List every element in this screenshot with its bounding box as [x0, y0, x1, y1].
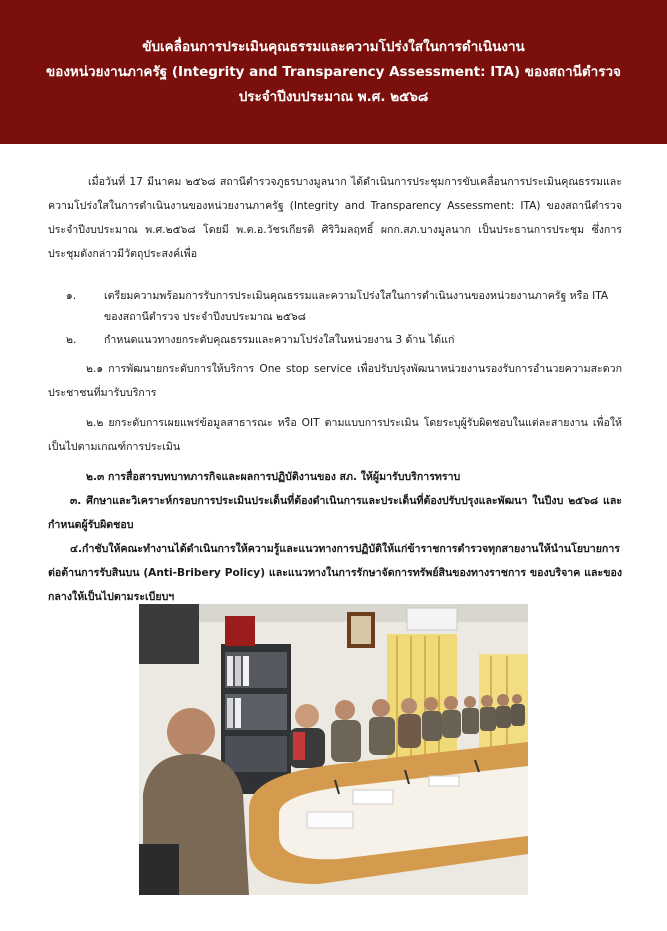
title-line-3: ประจำปีงบประมาณ พ.ศ. ๒๕๖๘: [238, 88, 429, 105]
meeting-room-illustration: [139, 604, 528, 895]
sub-item-2-2: ๒.๒ ยกระดับการเผยแพร่ข้อมูลสาธารณะ หรือ OIT ตามแบบการประเมิน โดยระบุผู้รับผิดชอบในแต่ละสายงาน เพื่อให้เป็นไปตามเกณฑ์การประเมิน: [48, 417, 622, 453]
list-number: ๒.: [66, 334, 77, 346]
sub-item-2-3: ๒.๓ การสื่อสารบทบาทภารกิจและผลการปฏิบัติงานของ สภ. ให้ผู้มารับบริการทราบ: [86, 471, 461, 483]
title-banner: [0, 0, 667, 144]
list-text: กำหนดแนวทางยกระดับคุณธรรมและความโปร่งใสในหน่วยงาน 3 ด้าน ได้แก่: [104, 334, 455, 346]
title-line-1: ขับเคลื่อนการประเมินคุณธรรมและความโปร่งใสในการดำเนินงาน: [142, 38, 525, 55]
list-item-2: [48, 330, 622, 351]
intro-paragraph: เมื่อวันที่ 17 มีนาคม ๒๕๖๘ สถานีตำรวจภูธรบางมูลนาก ได้ดำเนินการประชุมการขับเคลื่อนการประเมินคุณธรรมและความโปร่งใสในการดำเนินงานของหน่วยงานภาครัฐ (Integrity and Transparency Assessment: ITA) ของสถานีตำรวจ ประจำปีงบประมาณ พ.ศ.๒๕๖๘ โดยมี พ.ต.อ.วัชรเกียรติ ศิริวิมลฤทธิ์ ผกก.สภ.บางมูลนาก เป็นประธานการประชุม ซึ่งการประชุมดังกล่าวมีวัตถุประสงค์เพื่อ: [48, 176, 622, 260]
list-item-3: ๓. ศึกษาและวิเคราะห์กรอบการประเมินประเด็นที่ต้องดำเนินการและประเด็นที่ต้องปรับปรุงและพัฒนา ในปีงบ ๒๕๖๘ และกำหนดผู้รับผิดชอบ: [48, 495, 622, 531]
list-item-1: [48, 286, 622, 328]
list-text: เตรียมความพร้อมการรับการประเมินคุณธรรมและความโปร่งใสในการดำเนินงานของหน่วยงานภาครัฐ หรือ ITA ของสถานีตำรวจ ประจำปีงบประมาณ ๒๕๖๘: [104, 290, 609, 323]
meeting-photo: [139, 604, 528, 895]
sub-item-2-1: ๒.๑ การพัฒนายกระดับการให้บริการ One stop service เพื่อปรับปรุงพัฒนาหน่วยงานรองรับการอำนวยความสะดวกประชาชนที่มารับบริการ: [48, 363, 622, 399]
list-item-4: ๔.กำชับให้คณะทำงานได้ดำเนินการให้ความรู้และแนวทางการปฏิบัติให้แก่ข้าราชการตำรวจทุกสายงานให้นำนโยบายการต่อต้านการรับสินบน (Anti-Bribery Policy) และแนวทางในการรักษาจัดการทรัพย์สินของทางราชการ ของบริจาค และของกลางให้เป็นไปตามระเบียบฯ: [48, 543, 622, 603]
title-line-2: ของหน่วยงานภาครัฐ (Integrity and Transparency Assessment: ITA) ของสถานีตำรวจ: [46, 63, 621, 80]
list-number: ๑.: [66, 290, 77, 302]
article-body: [48, 170, 622, 609]
